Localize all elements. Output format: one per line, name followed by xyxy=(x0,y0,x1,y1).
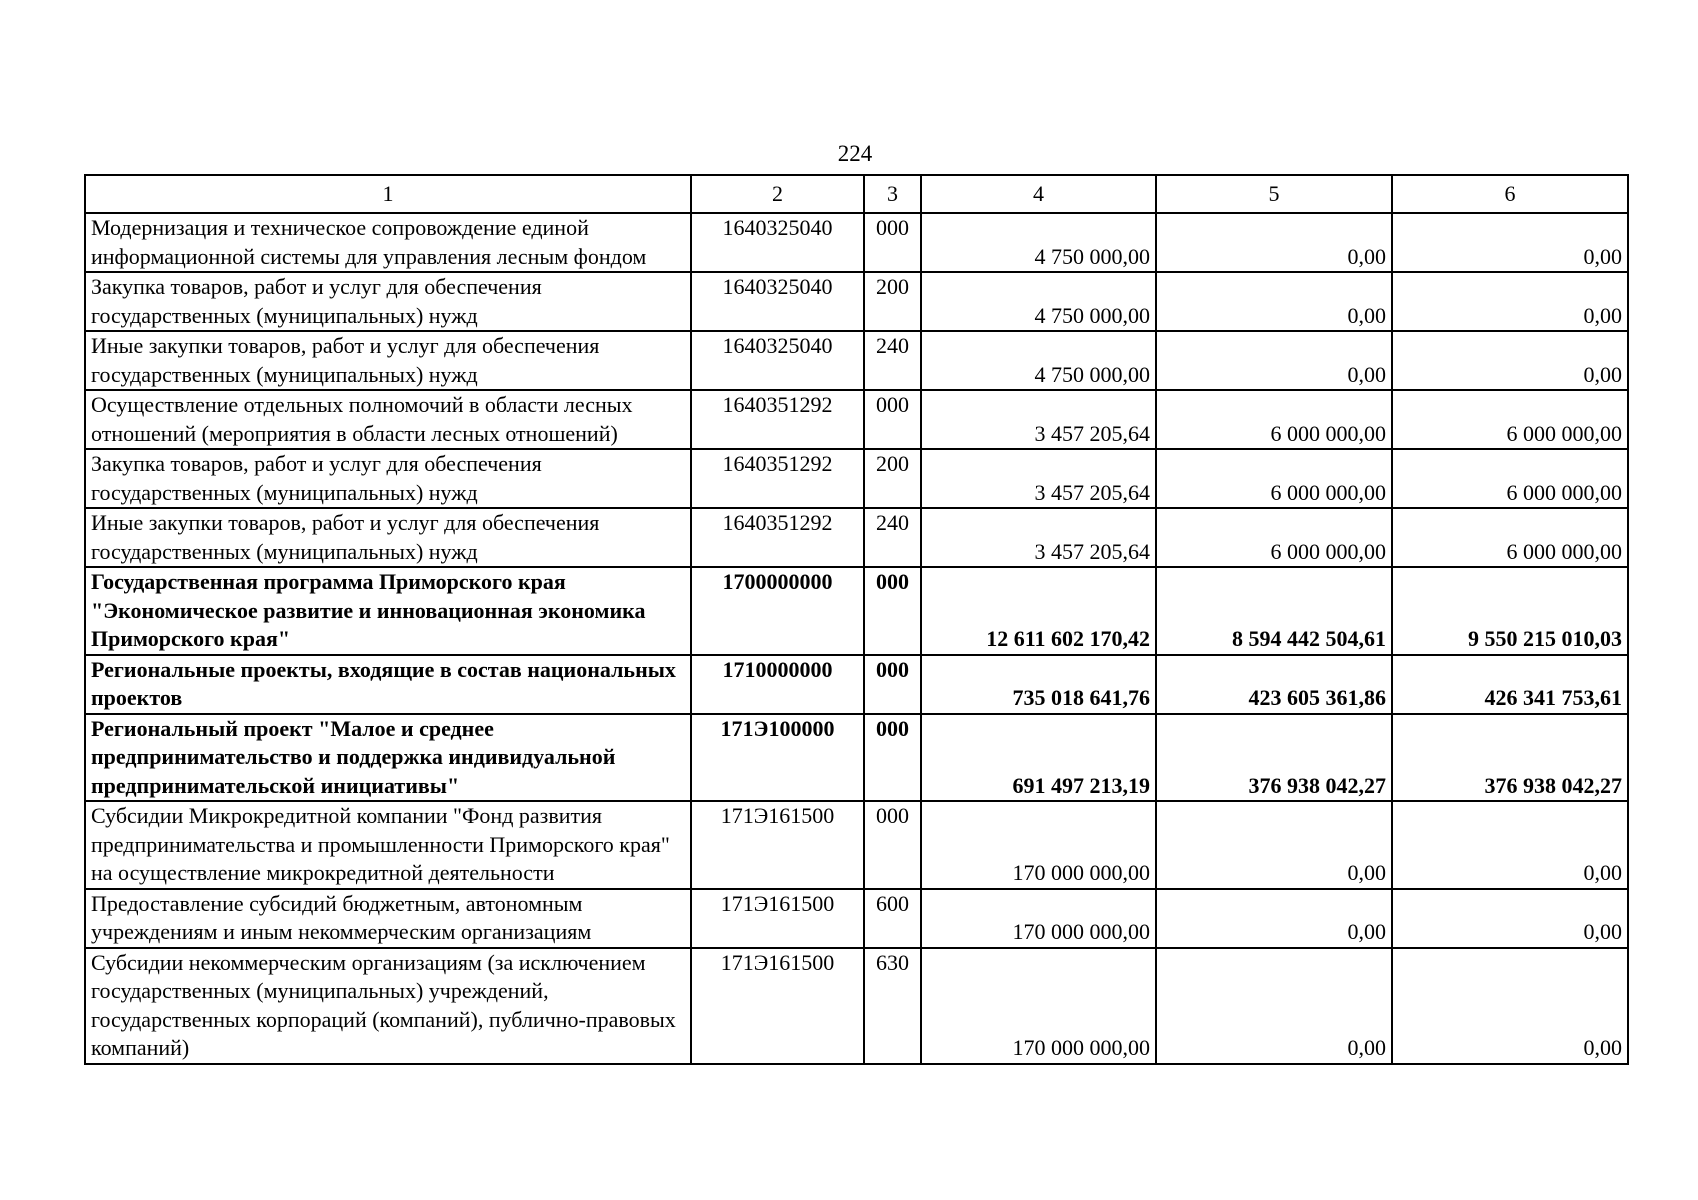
table-row xyxy=(85,331,1628,390)
row-value-3: 0,00 xyxy=(1392,272,1628,331)
table-row xyxy=(85,272,1628,331)
row-value-2: 0,00 xyxy=(1156,801,1392,889)
row-value-1: 3 457 205,64 xyxy=(921,508,1156,567)
row-code: 171Э161500 xyxy=(691,801,864,889)
header-col-2: 2 xyxy=(691,175,864,213)
row-code: 171Э161500 xyxy=(691,889,864,948)
row-kvr: 200 xyxy=(864,449,921,508)
row-value-1: 4 750 000,00 xyxy=(921,331,1156,390)
row-kvr: 000 xyxy=(864,390,921,449)
row-value-3: 376 938 042,27 xyxy=(1392,714,1628,802)
header-col-5: 5 xyxy=(1156,175,1392,213)
row-value-3: 6 000 000,00 xyxy=(1392,508,1628,567)
row-kvr: 200 xyxy=(864,272,921,331)
row-value-2: 0,00 xyxy=(1156,331,1392,390)
row-code: 1700000000 xyxy=(691,567,864,655)
row-value-3: 0,00 xyxy=(1392,213,1628,272)
row-value-2: 0,00 xyxy=(1156,948,1392,1064)
row-kvr: 240 xyxy=(864,508,921,567)
table-row xyxy=(85,567,1628,655)
row-kvr: 600 xyxy=(864,889,921,948)
row-name: Предоставление субсидий бюджетным, автономным учреждениям и иным некоммерческим организациям xyxy=(85,889,691,948)
row-name: Региональные проекты, входящие в состав национальных проектов xyxy=(85,655,691,714)
row-kvr: 000 xyxy=(864,655,921,714)
row-code: 1640351292 xyxy=(691,390,864,449)
table-row xyxy=(85,508,1628,567)
row-code: 1710000000 xyxy=(691,655,864,714)
row-value-2: 0,00 xyxy=(1156,213,1392,272)
row-code: 171Э100000 xyxy=(691,714,864,802)
row-kvr: 000 xyxy=(864,801,921,889)
row-value-2: 8 594 442 504,61 xyxy=(1156,567,1392,655)
row-kvr: 000 xyxy=(864,714,921,802)
table-row xyxy=(85,213,1628,272)
row-value-3: 0,00 xyxy=(1392,801,1628,889)
row-code: 1640325040 xyxy=(691,331,864,390)
row-name: Закупка товаров, работ и услуг для обеспечения государственных (муниципальных) нужд xyxy=(85,449,691,508)
header-col-1: 1 xyxy=(85,175,691,213)
row-code: 1640325040 xyxy=(691,272,864,331)
row-name: Модернизация и техническое сопровождение единой информационной системы для управления лесным фондом xyxy=(85,213,691,272)
row-value-1: 12 611 602 170,42 xyxy=(921,567,1156,655)
row-value-1: 691 497 213,19 xyxy=(921,714,1156,802)
row-value-1: 735 018 641,76 xyxy=(921,655,1156,714)
row-value-1: 170 000 000,00 xyxy=(921,889,1156,948)
table-row xyxy=(85,449,1628,508)
row-value-1: 4 750 000,00 xyxy=(921,272,1156,331)
row-value-3: 9 550 215 010,03 xyxy=(1392,567,1628,655)
row-kvr: 000 xyxy=(864,213,921,272)
row-name: Иные закупки товаров, работ и услуг для обеспечения государственных (муниципальных) нужд xyxy=(85,508,691,567)
row-value-1: 170 000 000,00 xyxy=(921,948,1156,1064)
row-value-3: 0,00 xyxy=(1392,948,1628,1064)
row-value-2: 6 000 000,00 xyxy=(1156,508,1392,567)
row-name: Субсидии некоммерческим организациям (за исключением государственных (муниципальных) учреждений, государственных корпораций (компаний), публично-правовых компаний) xyxy=(85,948,691,1064)
row-name: Региональный проект "Малое и среднее предпринимательство и поддержка индивидуальной предпринимательской инициативы" xyxy=(85,714,691,802)
row-value-1: 4 750 000,00 xyxy=(921,213,1156,272)
row-value-2: 423 605 361,86 xyxy=(1156,655,1392,714)
row-value-2: 376 938 042,27 xyxy=(1156,714,1392,802)
table-row xyxy=(85,801,1628,889)
row-value-1: 170 000 000,00 xyxy=(921,801,1156,889)
table-row xyxy=(85,714,1628,802)
row-code: 1640351292 xyxy=(691,508,864,567)
row-code: 171Э161500 xyxy=(691,948,864,1064)
header-col-6: 6 xyxy=(1392,175,1628,213)
row-kvr: 000 xyxy=(864,567,921,655)
row-value-3: 426 341 753,61 xyxy=(1392,655,1628,714)
row-name: Субсидии Микрокредитной компании "Фонд развития предпринимательства и промышленности Приморского края" на осуществление микрокредитной деятельности xyxy=(85,801,691,889)
row-value-1: 3 457 205,64 xyxy=(921,390,1156,449)
page-number: 224 xyxy=(837,141,873,166)
row-name: Иные закупки товаров, работ и услуг для обеспечения государственных (муниципальных) нужд xyxy=(85,331,691,390)
row-name: Закупка товаров, работ и услуг для обеспечения государственных (муниципальных) нужд xyxy=(85,272,691,331)
row-name: Осуществление отдельных полномочий в области лесных отношений (мероприятия в области лесных отношений) xyxy=(85,390,691,449)
row-value-2: 6 000 000,00 xyxy=(1156,449,1392,508)
header-col-3: 3 xyxy=(864,175,921,213)
row-value-3: 0,00 xyxy=(1392,331,1628,390)
row-value-3: 6 000 000,00 xyxy=(1392,449,1628,508)
header-row xyxy=(85,175,1628,213)
table-row xyxy=(85,948,1628,1064)
row-value-3: 0,00 xyxy=(1392,889,1628,948)
row-value-2: 0,00 xyxy=(1156,272,1392,331)
budget-table xyxy=(84,174,1629,1065)
row-value-3: 6 000 000,00 xyxy=(1392,390,1628,449)
row-name: Государственная программа Приморского края "Экономическое развитие и инновационная экономика Приморского края" xyxy=(85,567,691,655)
row-value-1: 3 457 205,64 xyxy=(921,449,1156,508)
table-body xyxy=(85,213,1628,1064)
row-value-2: 6 000 000,00 xyxy=(1156,390,1392,449)
row-kvr: 240 xyxy=(864,331,921,390)
row-code: 1640325040 xyxy=(691,213,864,272)
table-row xyxy=(85,390,1628,449)
row-value-2: 0,00 xyxy=(1156,889,1392,948)
table-row xyxy=(85,889,1628,948)
row-code: 1640351292 xyxy=(691,449,864,508)
header-col-4: 4 xyxy=(921,175,1156,213)
row-kvr: 630 xyxy=(864,948,921,1064)
table-row xyxy=(85,655,1628,714)
